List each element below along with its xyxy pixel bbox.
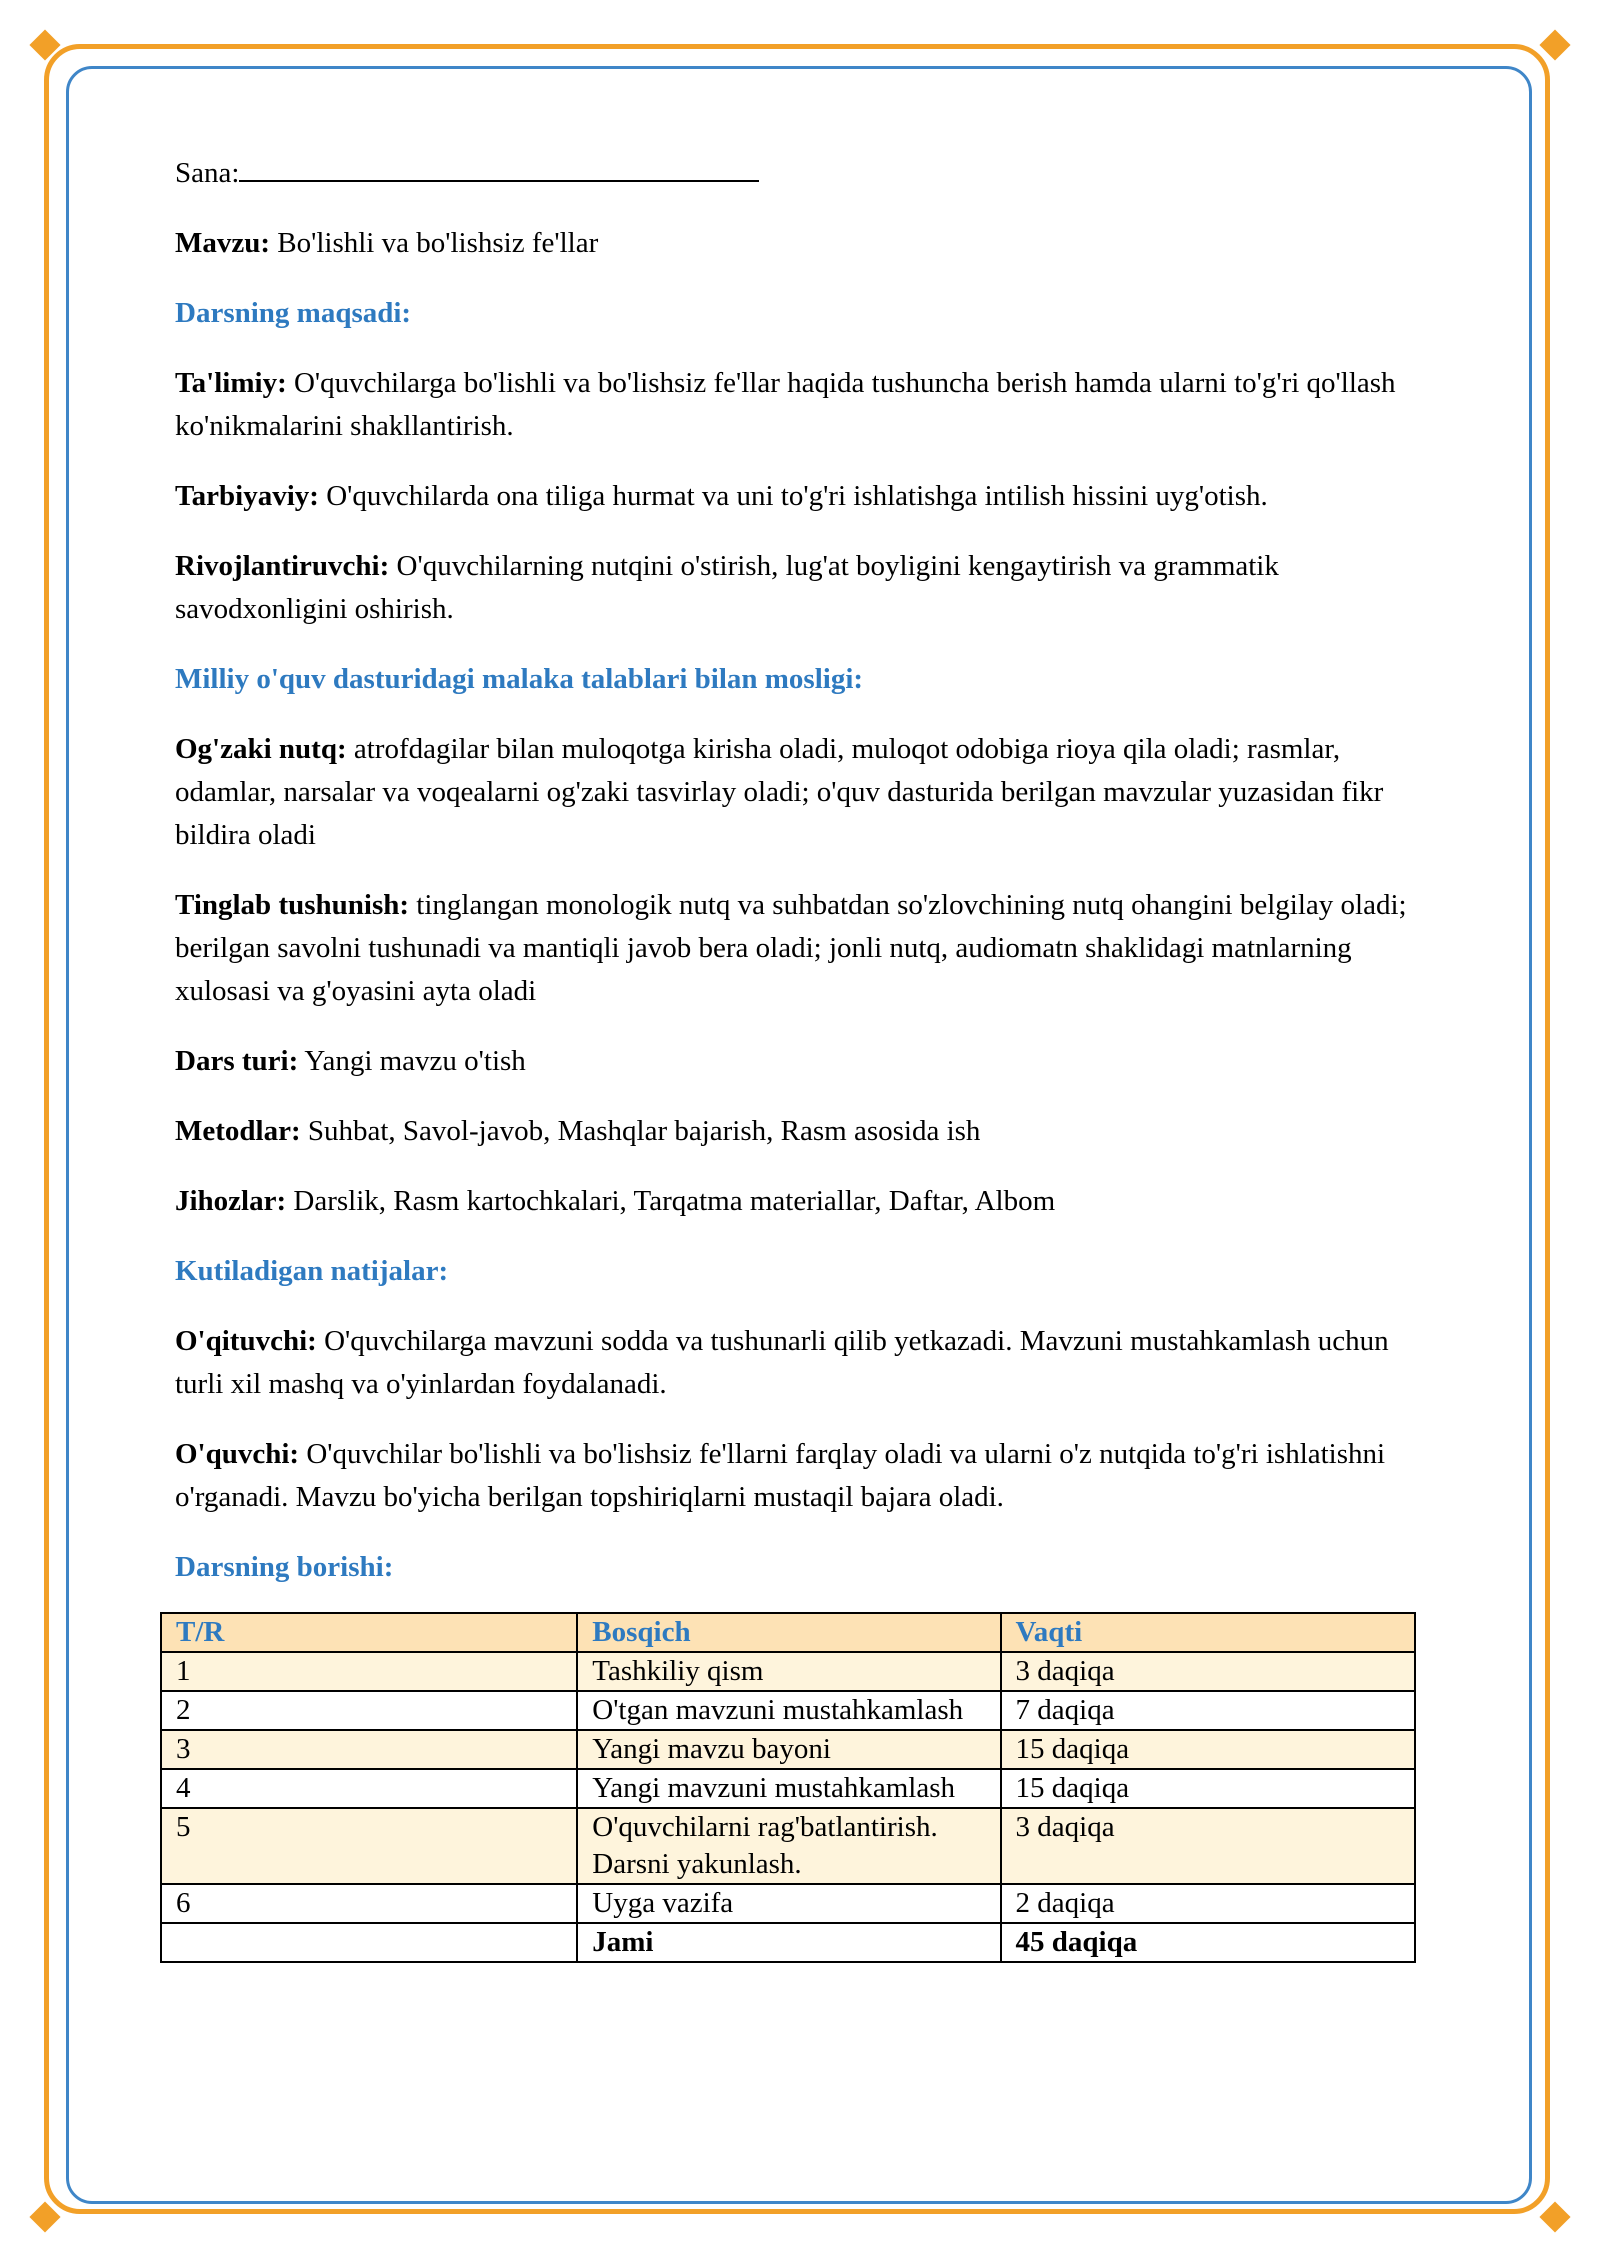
topic <box>175 222 1435 265</box>
table-row <box>161 1730 1415 1769</box>
table-header-stage: Bosqich <box>577 1613 1000 1652</box>
oral-speech-label: Og'zaki nutq: <box>175 733 347 765</box>
table-cell-time: 7 daqiqa <box>1001 1691 1415 1730</box>
table-cell-number: 6 <box>161 1884 577 1923</box>
date-blank <box>239 148 759 182</box>
lesson-type-text: Yangi mavzu o'tish <box>298 1045 526 1077</box>
table-row <box>161 1884 1415 1923</box>
lesson-type-label: Dars turi: <box>175 1045 299 1077</box>
corner-diamond-bottom-left <box>29 2201 60 2232</box>
table-header-time: Vaqti <box>1001 1613 1415 1652</box>
date-label: Sana: <box>175 157 240 189</box>
student-result <box>175 1433 1435 1519</box>
upbringing-goal <box>175 475 1435 518</box>
equipment-label: Jihozlar: <box>175 1185 287 1217</box>
corner-diamond-top-right <box>1539 29 1570 60</box>
topic-label: Mavzu: <box>175 227 271 259</box>
table-cell-stage: O'tgan mavzuni mustahkamlash <box>577 1691 1000 1730</box>
methods-label: Metodlar: <box>175 1115 301 1147</box>
table-cell-stage: O'quvchilarni rag'batlantirish. Darsni yakunlash. <box>577 1808 1000 1884</box>
developmental-goal-label: Rivojlantiruvchi: <box>175 550 390 582</box>
date-line <box>175 148 1435 195</box>
teacher-result-label: O'qituvchi: <box>175 1325 317 1357</box>
table-total-time: 45 daqiqa <box>1001 1923 1415 1962</box>
upbringing-goal-text: O'quvchilarda ona tiliga hurmat va uni to'g'ri ishlatishga intilish hissini uyg'otish. <box>318 480 1268 512</box>
table-cell-time: 3 daqiqa <box>1001 1652 1415 1691</box>
table-cell-stage: Yangi mavzu bayoni <box>577 1730 1000 1769</box>
table-row <box>161 1808 1415 1884</box>
educational-goal <box>175 362 1435 448</box>
goals-heading: Darsning maqsadi: <box>175 297 412 329</box>
teacher-result-text: O'quvchilarga mavzuni sodda va tushunarli qilib yetkazadi. Mavzuni mustahkamlash uchun turli xil mashq va o'yinlardan foydalanadi. <box>175 1325 1389 1400</box>
teacher-result <box>175 1320 1435 1406</box>
lesson-plan-content <box>175 148 1435 1616</box>
table-row <box>161 1691 1415 1730</box>
developmental-goal-text: O'quvchilarning nutqini o'stirish, lug'at boyligini kengaytirish va grammatik savodxonligini oshirish. <box>175 550 1279 625</box>
corner-diamond-bottom-right <box>1539 2201 1570 2232</box>
oral-speech-text: atrofdagilar bilan muloqotga kirisha oladi, muloqot odobiga rioya qila oladi; rasmlar, odamlar, narsalar va voqealarni og'zaki tasvirlay oladi; o'quv dasturida berilgan mavzular yuzasidan fikr bildira oladi <box>175 733 1384 851</box>
table-cell-stage: Yangi mavzuni mustahkamlash <box>577 1769 1000 1808</box>
curriculum-heading: Milliy o'quv dasturidagi malaka talablari bilan mosligi: <box>175 663 864 695</box>
table-cell-time: 15 daqiqa <box>1001 1730 1415 1769</box>
table-cell-time: 2 daqiqa <box>1001 1884 1415 1923</box>
student-result-text: O'quvchilar bo'lishli va bo'lishsiz fe'llarni farqlay oladi va ularni o'z nutqida to'g'ri ishlatishni o'rganadi. Mavzu bo'yicha berilgan topshiriqlarni mustaqil bajara oladi. <box>175 1438 1386 1513</box>
table-row <box>161 1769 1415 1808</box>
table-cell-number: 4 <box>161 1769 577 1808</box>
table-row <box>161 1652 1415 1691</box>
educational-goal-text: O'quvchilarga bo'lishli va bo'lishsiz fe'llar haqida tushuncha berish hamda ularni to'g'ri qo'llash ko'nikmalarini shakllantirish. <box>175 367 1396 442</box>
expected-results-heading: Kutiladigan natijalar: <box>175 1255 449 1287</box>
listening-label: Tinglab tushunish: <box>175 889 410 921</box>
table-cell-time: 15 daqiqa <box>1001 1769 1415 1808</box>
lesson-flow-heading: Darsning borishi: <box>175 1551 394 1583</box>
topic-text: Bo'lishli va bo'lishsiz fe'llar <box>270 227 599 259</box>
listening <box>175 884 1435 1013</box>
methods <box>175 1110 1435 1153</box>
equipment-text: Darslik, Rasm kartochkalari, Tarqatma materiallar, Daftar, Albom <box>286 1185 1056 1217</box>
table-cell-number <box>161 1923 577 1962</box>
educational-goal-label: Ta'limiy: <box>175 367 287 399</box>
table-cell-number: 3 <box>161 1730 577 1769</box>
table-total-row <box>161 1923 1415 1962</box>
table-cell-number: 1 <box>161 1652 577 1691</box>
table-cell-number: 2 <box>161 1691 577 1730</box>
methods-text: Suhbat, Savol-javob, Mashqlar bajarish, Rasm asosida ish <box>300 1115 981 1147</box>
lesson-type <box>175 1040 1435 1083</box>
table-cell-time: 3 daqiqa <box>1001 1808 1415 1884</box>
table-total-label: Jami <box>577 1923 1000 1962</box>
listening-text: tinglangan monologik nutq va suhbatdan so'zlovchining nutq ohangini belgilay oladi; berilgan savolni tushunadi va mantiqli javob bera oladi; jonli nutq, audiomatn shaklidagi matnlarning xulosasi va g'oyasini ayta oladi <box>175 889 1407 1007</box>
equipment <box>175 1180 1435 1223</box>
student-result-label: O'quvchi: <box>175 1438 300 1470</box>
table-cell-stage: Tashkiliy qism <box>577 1652 1000 1691</box>
table-header-number: T/R <box>161 1613 577 1652</box>
table-header-row <box>161 1613 1415 1652</box>
table-cell-stage: Uyga vazifa <box>577 1884 1000 1923</box>
table-cell-number: 5 <box>161 1808 577 1884</box>
oral-speech <box>175 728 1435 857</box>
lesson-flow-table <box>160 1612 1416 1963</box>
upbringing-goal-label: Tarbiyaviy: <box>175 480 319 512</box>
developmental-goal <box>175 545 1435 631</box>
